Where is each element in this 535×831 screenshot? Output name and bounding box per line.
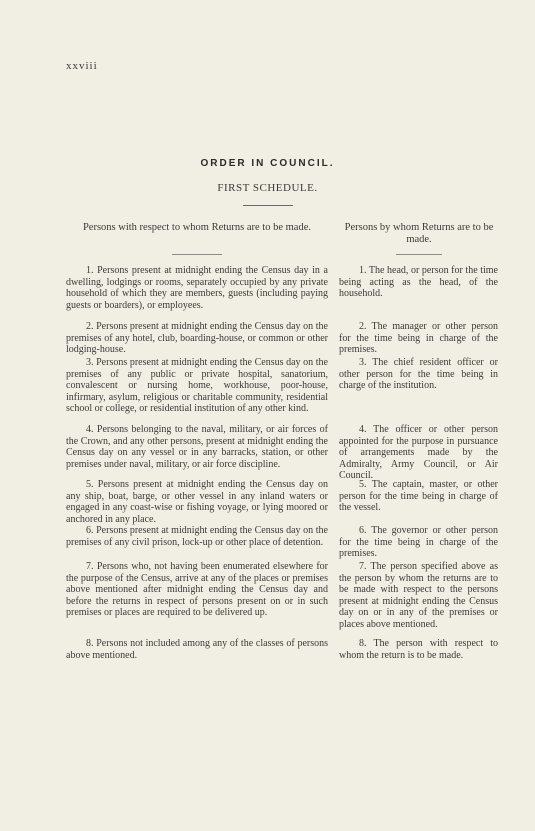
row-left-text: 2. Persons present at midnight ending the Census day on the premises of any hotel, club, boarding-house, or common or other lodging-house.: [66, 321, 328, 356]
row-right-text: 1. The head, or person for the time being acting as the head, of the household.: [339, 265, 498, 300]
row-left-text: 8. Persons not included among any of the classes of persons above mentioned.: [66, 638, 328, 661]
row-left-text: 3. Persons present at midnight ending the Census day on the premises of any public or private hospital, sanatorium, convalescent or nursing home, workhouse, poor-house, infirmary, asylum, religious or charitable community, residential school or college, or residential institution of any other kind.: [66, 357, 328, 415]
row-right-text: 3. The chief resident officer or other person for the time being in charge of the institution.: [339, 357, 498, 392]
row-left-text: 7. Persons who, not having been enumerated elsewhere for the purpose of the Census, arrive at any of the places or premises above mentioned after midnight ending the Census day and before the returns in respect of persons present on or in such premises or places are required to be delivered up.: [66, 561, 328, 619]
page-title: ORDER IN COUNCIL.: [200, 158, 335, 169]
page-number: xxviii: [66, 60, 98, 72]
schedule-title: FIRST SCHEDULE.: [217, 182, 318, 194]
title-divider: [243, 205, 293, 206]
column-divider-left: [172, 254, 222, 255]
row-right-text: 8. The person with respect to whom the return is to be made.: [339, 638, 498, 661]
column-divider-right: [396, 254, 442, 255]
row-right-text: 2. The manager or other person for the time being in charge of the premises.: [339, 321, 498, 356]
row-right-text: 5. The captain, master, or other person for the time being in charge of the vessel.: [339, 479, 498, 514]
row-left-text: 5. Persons present at midnight ending the Census day on any ship, boat, barge, or other vessel in any inland waters or engaged in any coast-wise or fishing voyage, or lying moored or anchored in any place.: [66, 479, 328, 525]
column-header-right: Persons by whom Returns are to be made.: [344, 222, 494, 245]
column-header-left: Persons with respect to whom Returns are to be made.: [82, 222, 312, 233]
row-right-text: 4. The officer or other person appointed for the purpose in pursuance of arrangements made by the Admiralty, Army Council, or Air Council.: [339, 424, 498, 482]
row-left-text: 6. Persons present at midnight ending the Census day on the premises of any civil prison, lock-up or other place of detention.: [66, 525, 328, 548]
row-left-text: 4. Persons belonging to the naval, military, or air forces of the Crown, and any other persons, present at midnight ending the Census day on any vessel or in any barracks, station, or other premises under naval, military, or air force discipline.: [66, 424, 328, 470]
row-right-text: 7. The person specified above as the person by whom the returns are to be made with respect to the persons present at midnight ending the Census day on or in any of the premises or places above mentioned.: [339, 561, 498, 630]
row-right-text: 6. The governor or other person for the time being in charge of the premises.: [339, 525, 498, 560]
row-left-text: 1. Persons present at midnight ending the Census day in a dwelling, lodgings or rooms, separately occupied by any private household of which they are members, guests (including paying guests or boarders), or employees.: [66, 265, 328, 311]
